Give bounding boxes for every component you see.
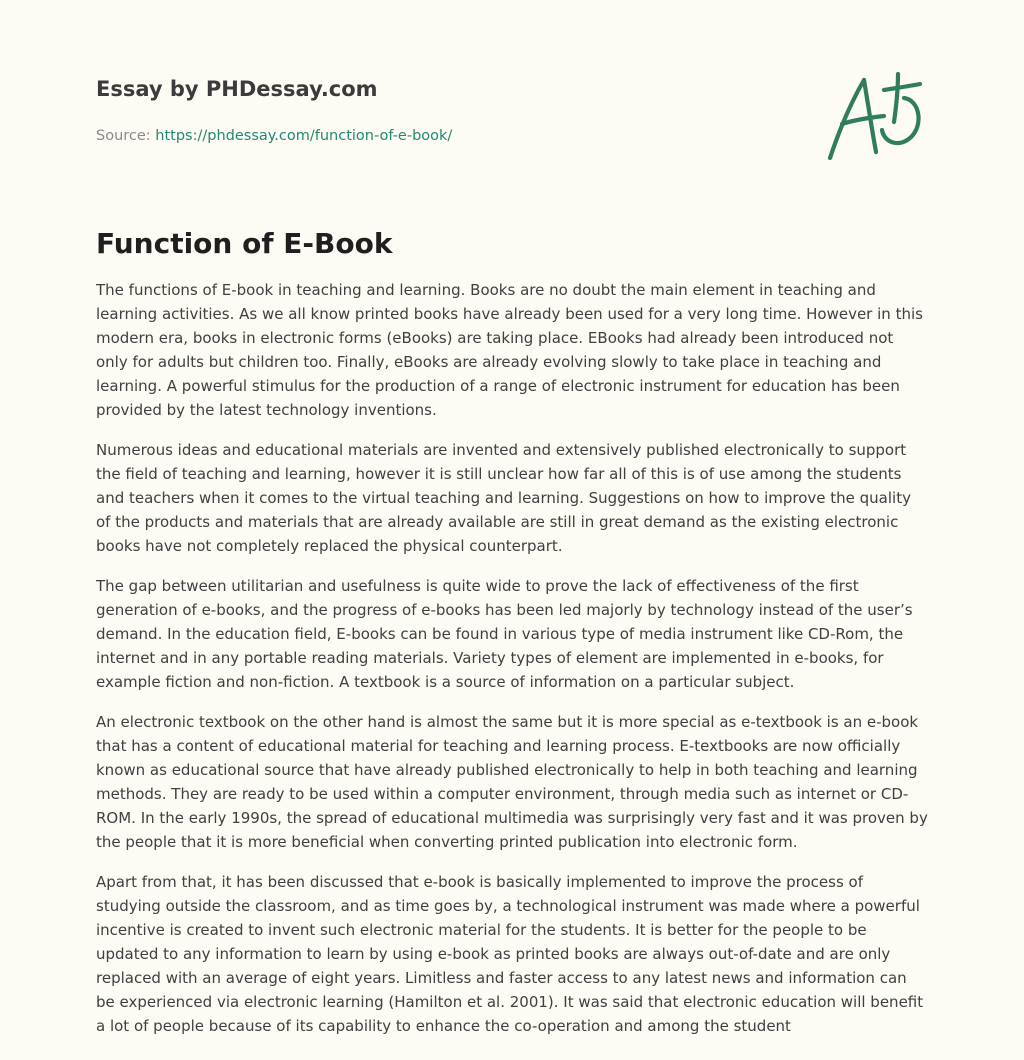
source-label: Source:: [96, 128, 156, 144]
essay-paragraph: Numerous ideas and educational materials are invented and extensively published electronically to support the field of teaching and learning, however it is still unclear how far all of this is of use among the students and teachers when it comes to the virtual teaching and learning. Suggestions on how to improve the quality of the products and materials that are already available are still in great demand as the existing electronic books have not completely replaced the physical counterpart.: [96, 441, 911, 555]
essay-paragraph: The gap between utilitarian and usefulness is quite wide to prove the lack of effectiveness of the first generation of e-books, and the progress of e-books has been led majorly by technology instead of the user’s demand. In the education field, E-books can be found in various type of media instrument like CD-Rom, the internet and in any portable reading materials. Variety types of element are implemented in e-books, for example fiction and non-fiction. A textbook is a source of information on a particular subject.: [96, 577, 913, 691]
essay-paragraph: Apart from that, it has been discussed that e-book is basically implemented to improve the process of studying outside the classroom, and as time goes by, a technological instrument was made where a powerful incentive is created to invent such electronic material for the students. It is better for the people to be updated to any information to learn by using e-book as printed books are always out-of-date and are only replaced with an average of eight years. Limitless and faster access to any latest news and information can be experienced via electronic learning (Hamilton et al. 2001). It was said that electronic education will benefit a lot of people because of its capability to enhance the co-operation and among the student: [96, 873, 924, 1035]
essay-paragraph: The functions of E-book in teaching and learning. Books are no doubt the main element in teaching and learning activities. As we all know printed books have already been used for a very long time. However in this modern era, books in electronic forms (eBooks) are taking place. EBooks had already been introduced not only for adults but children too. Finally, eBooks are already evolving slowly to take place in teaching and learning. A powerful stimulus for the production of a range of electronic instrument for education has been provided by the latest technology inventions.: [96, 281, 923, 419]
source-link[interactable]: https://phdessay.com/function-of-e-book/: [155, 128, 453, 144]
page-header: [96, 74, 796, 146]
site-title: Essay by PHDessay.com: [96, 77, 378, 101]
essay-title: Function of E-Book: [96, 227, 393, 260]
source-line: [96, 126, 796, 146]
essay-paragraph: An electronic textbook on the other hand is almost the same but it is more special as e-textbook is an e-book that has a content of educational material for teaching and learning process. E-textbooks are now officially known as educational source that have already published electronically to help in both teaching and learning methods. They are ready to be used within a computer environment, through media such as internet or CD-ROM. In the early 1990s, the spread of educational multimedia was surprisingly very fast and it was proven by the people that it is more beneficial when converting printed publication into electronic form.: [96, 713, 928, 851]
a-plus-logo-icon: [824, 68, 928, 164]
essay-content: [96, 224, 928, 1054]
